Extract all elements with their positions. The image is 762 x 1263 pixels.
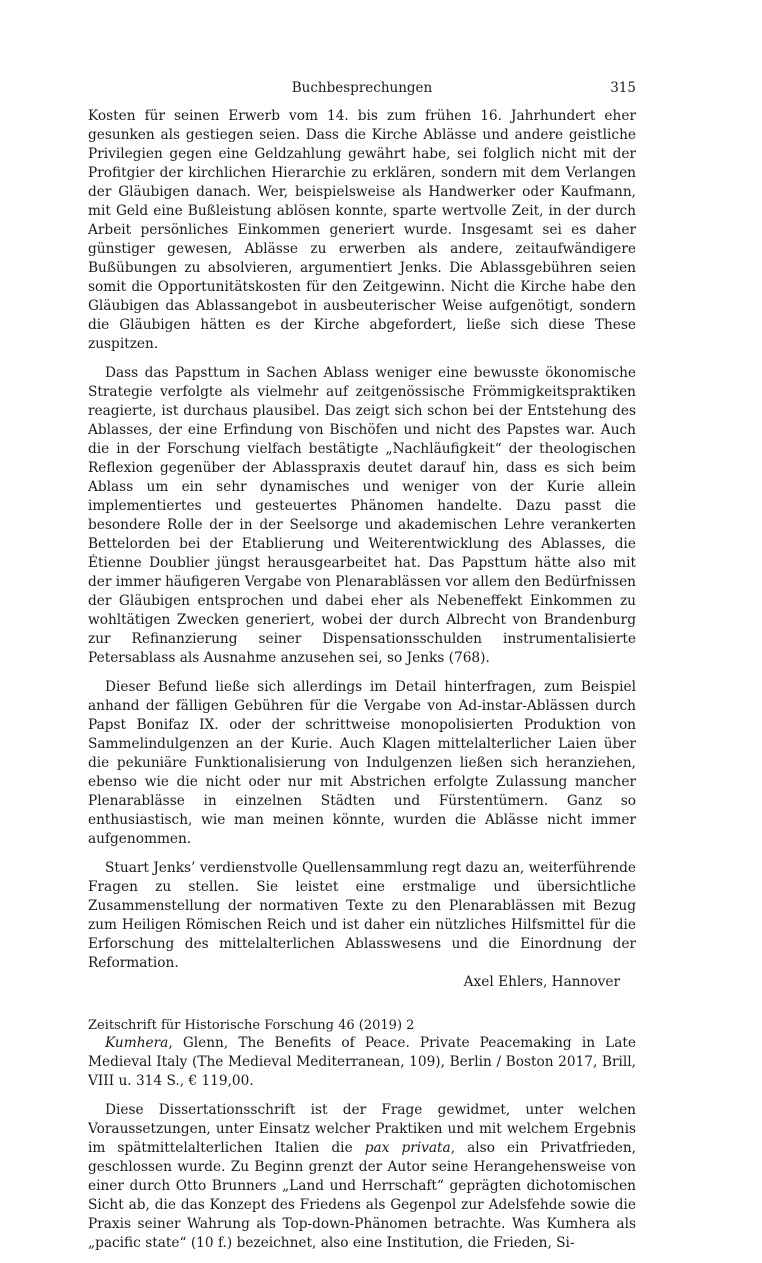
- paragraph-1: Kosten für seinen Erwerb vom 14. bis zum frühen 16. Jahrhundert eher gesunken als gestiegen seien. Dass die Kirche Ablässe und andere geistliche Privilegien gegen eine Geldzahlung gewährt habe, sei folglich nicht mit der Profitgier der kirchlichen Hierarchie zu erklären, sondern mit dem Verlangen der Gläubigen danach. Wer, beispielsweise als Handwerker oder Kaufmann, mit Geld eine Bußleistung ablösen konnte, sparte wertvolle Zeit, in der durch Arbeit persönliches Einkommen generiert wurde. Insgesamt sei es daher günstiger gewesen, Ablässe zu erwerben als andere, zeitaufwändigere Bußübungen zu absolvieren, argumentiert Jenks. Die Ablassgebühren seien somit die Opportunitätskosten für den Zeitgewinn. Nicht die Kirche habe den Gläubigen das Ablassangebot in ausbeuterischer Weise aufgenötigt, sondern die Gläubigen hätten es der Kirche abgefordert, ließe sich diese These zuspitzen.: [88, 108, 636, 352]
- running-header: [88, 80, 636, 102]
- reviewer-signature: Axel Ehlers, Hannover: [463, 974, 620, 990]
- book-details: , Glenn, The Benefits of Peace. Private Peacemaking in Late Medieval Italy (The Medieval Mediterranean, 109), Berlin / Boston 2017, Brill, VIII u. 314 S., € 119,00.: [88, 1035, 636, 1089]
- paragraph-3: Dieser Befund ließe sich allerdings im Detail hinterfragen, zum Beispiel anhand der fälligen Gebühren für die Vergabe von Ad-instar-Ablässen durch Papst Bonifaz IX. oder der schrittweise monopolisierten Produktion von Sammelindulgenzen an der Kurie. Auch Klagen mittelalterlicher Laien über die pekuniäre Funktionalisierung von Indulgenzen ließen sich heranziehen, ebenso wie die nicht oder nur mit Abstrichen erfolgte Zulassung mancher Plenarablässe in einzelnen Städten und Fürstentümern. Ganz so enthusiastisch, wie man meinen könnte, wurden die Ablässe nicht immer aufgenommen.: [88, 679, 636, 847]
- paragraph-2: Dass das Papsttum in Sachen Ablass weniger eine bewusste ökonomische Strategie verfolgte als vielmehr auf zeitgenössische Frömmigkeitspraktiken reagierte, ist durchaus plausibel. Das zeigt sich schon bei der Entstehung des Ablasses, der eine Erfindung von Bischöfen und nicht des Papstes war. Auch die in der Forschung vielfach bestätigte „Nachläufigkeit“ der theologischen Reflexion gegenüber der Ablasspraxis deutet darauf hin, dass es sich beim Ablass um ein sehr dynamisches und weniger von der Kurie allein implementiertes und gesteuertes Phänomen handelte. Dazu passt die besondere Rolle der in der Seelsorge und akademischen Lehre verankerten Bettelorden bei der Etablierung und Weiterentwicklung des Ablasses, die Étienne Doublier jüngst herausgearbeitet hat. Das Papsttum hätte also mit der immer häufigeren Vergabe von Plenarablässen vor allem den Bedürfnissen der Gläubigen entsprochen und dabei eher als Nebeneffekt Einkommen zu wohltätigen Zwecken generiert, wobei der durch Albrecht von Brandenburg zur Refinanzierung seiner Dispensationsschulden instrumentalisierte Petersablass als Ausnahme anzusehen sei, so Jenks (768).: [88, 365, 636, 666]
- review-italic-term: pax privata: [364, 1140, 451, 1156]
- page: [88, 80, 636, 1263]
- review-paragraph-1: [88, 1101, 636, 1253]
- paragraph-4: Stuart Jenks’ verdienstvolle Quellensammlung regt dazu an, weiterführende Fragen zu stellen. Sie leistet eine erstmalige und übersichtliche Zusammenstellung der normativen Texte zu den Plenarablässen mit Bezug zum Heiligen Römischen Reich und ist daher ein nützliches Hilfsmittel für die Erforschung des mittelalterlichen Ablasswesens und die Einordnung der Reformation.: [88, 860, 636, 971]
- book-citation: [88, 1034, 636, 1091]
- section-title: Buchbesprechungen: [291, 80, 433, 96]
- review-text-end: , also ein Privatfrieden, geschlossen wurde. Zu Beginn grenzt der Autor seine Herangehensweise von einer durch Otto Brunners „Land und Herrschaft“ geprägten dichotomischen Sicht ab, die das Konzept des Friedens als Gegenpol zur Adelsfehde sowie die Praxis seiner Wahrung als Top-down-Phänomen betrachte. Was Kumhera als „pacific state“ (10 f.) bezeichnet, also eine Institution, die Frieden, Si-: [88, 1140, 637, 1251]
- review-text-start: Diese Dissertationsschrift ist der Frage gewidmet, unter welchen Voraussetzungen, unter Einsatz welcher Praktiken und mit welchem Ergebnis im spätmittelalterlichen Italien die: [88, 1102, 636, 1156]
- journal-footer: Zeitschrift für Historische Forschung 46 (2019) 2: [88, 1018, 415, 1033]
- article-body: [88, 107, 636, 1253]
- book-author: Kumhera: [105, 1035, 169, 1051]
- page-number: 315: [610, 80, 636, 96]
